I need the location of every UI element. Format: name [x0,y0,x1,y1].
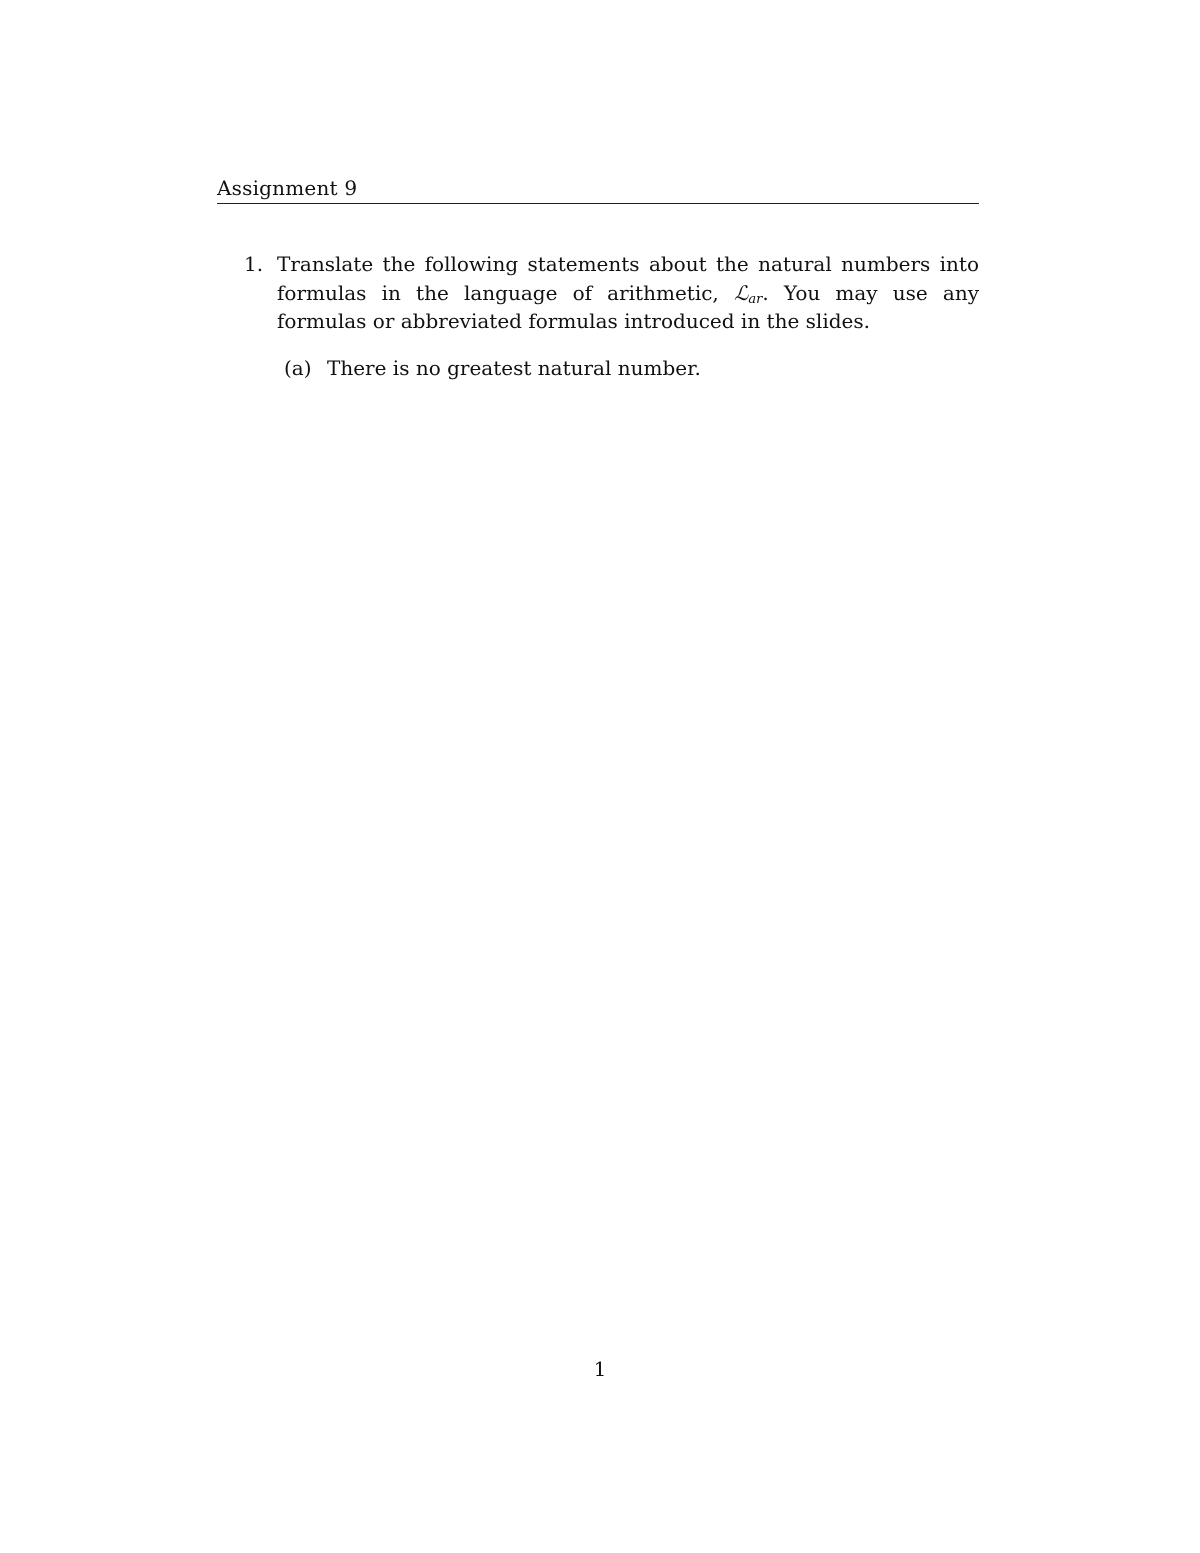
header-title: Assignment 9 [217,176,358,200]
page-header [217,172,979,204]
problem-statement [277,250,979,336]
problem-text-before-math: Translate the following statements about the natural numbers into formulas in the language of arithmetic, [277,252,979,305]
problem-number: 1. [244,252,264,276]
problem-text-after-math: . You may use any formulas or abbreviated formulas introduced in the slides. [277,280,980,333]
subitem-text: There is no greatest natural number. [327,356,701,380]
language-of-arithmetic-symbol [734,281,762,305]
math-subscript: ar [748,291,763,307]
page-number: 1 [593,1357,607,1381]
subitem-label: (a) [284,356,312,380]
math-script-l: ℒ [733,280,749,305]
